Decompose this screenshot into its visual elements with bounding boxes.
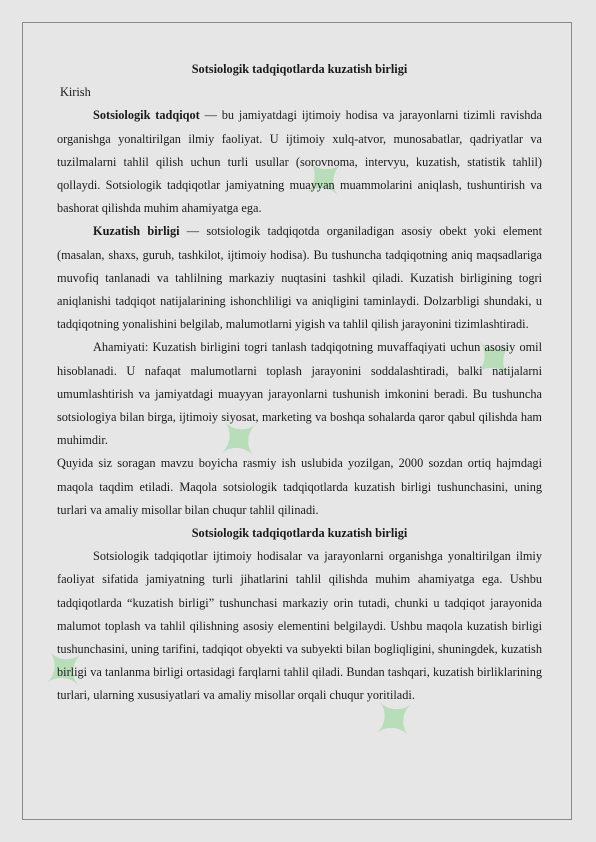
watermark-mark: ✦ — [353, 677, 437, 763]
watermark-mark: ✦ — [453, 317, 537, 403]
document-title: Sotsiologik tadqiqotlarda kuzatish birligi — [191, 62, 408, 76]
watermark-mark: ✦ — [283, 137, 367, 223]
paragraph-1 — [57, 104, 542, 223]
watermark-mark: ✦ — [198, 397, 282, 483]
paragraph-5: Sotsiologik tadqiqotlar ijtimoiy hodisalar va jarayonlarni organishga yonaltirilgan ilmiy faoliyat sifatida jamiyatning turli jihatlarini tahlil qilishda muhim ahamiyatga ega. Ushbu tadqiqotlarda “kuzatish birligi” tushunchasi markaziy orin tutadi, chunki u tadqiqot jarayonida malumot toplash va tahlil qilishning asosiy elementini belgilaydi. Ushbu maqola kuzatish birligi tushunchasini, uning tarifini, tadqiqot obyekti va subyekti bilan bogliqligini, shuningdek, kuzatish birligi va tanlanma birligi ortasidagi farqlarni tahlil qiladi. Bundan tashqari, kuzatish birliklarining turlari, ularning xususiyatlari va amaliy misollar orqali chuqur yoritiladi. — [57, 549, 542, 703]
paragraph-4: Quyida siz soragan mavzu boyicha rasmiy ish uslubida yozilgan, 2000 sozdan ortiq hajmdagi maqola taqdim etiladi. Maqola sotsiologik tadqiqotlarda kuzatish birligi tushunchasini, uning turlari va amaliy misollar bilan chuqur tahlil qilinadi. — [57, 456, 542, 517]
term-sotsiologik-tadqiqot: Sotsiologik tadqiqot — [93, 108, 200, 123]
term-kuzatish-birligi: Kuzatish birligi — [93, 224, 180, 239]
paragraph-2-text: — sotsiologik tadqiqotda organiladigan asosiy obekt yoki element (masalan, shaxs, guruh, tashkilot, ijtimoiy hodisa). Bu tushuncha tadqiqotning aniq maqsadlariga muvofiq tanlanadi va tahlilning markaziy nuqtasini tashkil qiladi. Kuzatish birligining togri aniqlanishi tadqiqot natijalarining ishonchliligi va aniqligini taminlaydi. Dolzarbligi shundaki, u tadqiqotning yonalishini belgilab, malumotlarni yigish va tahlil qilish jarayonini tizimlashtiradi. — [57, 224, 542, 332]
paragraph-1-text: — bu jamiyatdagi ijtimoiy hodisa va jarayonlarni tizimli ravishda organishga yonaltirilgan ilmiy faoliyat. U ijtimoiy xulq-atvor, munosabatlar, qadriyatlar va tuzilmalarni tahlil qilish uchun turli usullar (sorovnoma, intervyu, kuzatish, statistik tahlil) qollaydi. Sotsiologik tadqiqotlar jamiyatning muayyan muammolarini aniqlash, tushuntirish va bashorat qilishda muhim ahamiyatga ega. — [57, 108, 542, 216]
section-title: Sotsiologik tadqiqotlarda kuzatish birligi — [191, 526, 408, 541]
watermark-mark: ✦ — [23, 627, 107, 713]
paragraph-2 — [57, 220, 542, 336]
intro-heading: Kirish — [60, 85, 91, 100]
paragraph-3: Ahamiyati: Kuzatish birligini togri tanlash tadqiqotning muvaffaqiyati uchun asosiy omil hisoblanadi. U nafaqat malumotlarni toplash jarayonini soddalashtiradi, balki natijalarni umumlashtirish va jamiyatdagi muayyan jarayonlarni tushunish imkonini beradi. Bu tushuncha sotsiologiya bilan birga, ijtimoiy siyosat, marketing va boshqa sohalarda qaror qabul qilishda ham muhimdir. — [57, 340, 542, 448]
document-body — [57, 58, 542, 708]
